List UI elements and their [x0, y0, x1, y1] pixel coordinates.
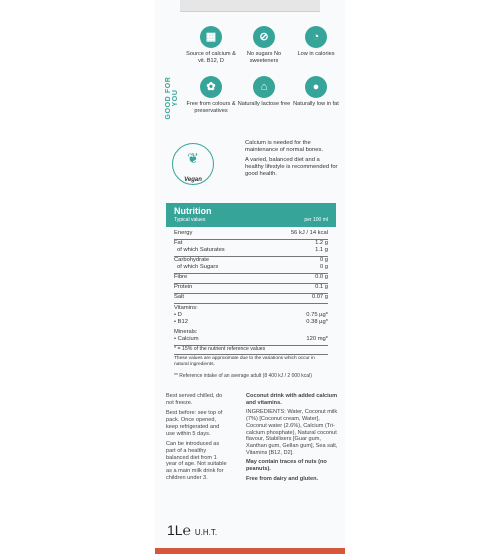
free-from-text: Free from dairy and gluten. [246, 475, 319, 482]
divider [174, 283, 328, 284]
nutrition-per-unit: per 100 ml [304, 217, 328, 223]
storage-text: Best served chilled, do not freeze. [166, 393, 223, 406]
row-label: Carbohydrate [174, 257, 210, 263]
carton-bottom-strip [155, 548, 345, 554]
estimated-sign: ℮ [182, 522, 191, 538]
row-value: 56 kJ / 14 kcal [290, 230, 328, 236]
row-label: Vitamins: [174, 305, 198, 311]
row-label: Fat [174, 240, 183, 246]
benefit-lactose-free-text: Naturally lactose free [237, 101, 291, 107]
carton-cap [180, 0, 320, 12]
calcium-claim-text: Calcium is needed for the maintenance of normal bones. [245, 140, 323, 153]
nutrition-subtitle: Typical values [174, 217, 206, 223]
row-value: 1.2 g [315, 240, 328, 246]
volume-label [167, 522, 217, 538]
no-colours-icon: ✿ [200, 76, 222, 98]
footnote-nrv: * = 15% of the nutrient reference values [174, 346, 266, 352]
benefit-low-calories-text: Low in calories [297, 51, 335, 57]
benefit-no-colours-text: Free from colours & preservatives [186, 101, 236, 114]
row-value: 120 mg* [306, 336, 328, 342]
row-label: • Calcium [174, 336, 199, 342]
vegan-badge [172, 143, 214, 185]
calcium-claim [245, 140, 340, 181]
benefit-calcium-text: Source of calcium & vit. B12, D [186, 51, 236, 64]
row-value: 0.38 µg* [306, 319, 328, 325]
row-label: • D [174, 312, 182, 318]
divider [174, 293, 328, 294]
benefit-lactose-free [236, 76, 292, 108]
nutrition-header [166, 203, 336, 227]
divider [174, 303, 328, 304]
row-label: of which Saturates [177, 247, 225, 253]
nutrition-title: Nutrition [174, 206, 212, 216]
row-label: Protein [174, 284, 193, 290]
row-label: Salt [174, 294, 184, 300]
footnote-approx: These values are approximate due to the variations which occur in natural ingredients. [174, 356, 315, 367]
benefit-low-fat [288, 76, 344, 108]
vegan-badge-label: Vegan [184, 177, 202, 183]
benefit-no-colours [183, 76, 239, 114]
row-label: Minerals: [174, 329, 198, 335]
lactose-free-icon: ⌂ [253, 76, 275, 98]
cube-icon: ▦ [200, 26, 222, 48]
allergen-nuts-text: May contain traces of nuts (no peanuts). [246, 459, 327, 473]
good-for-you-label: GOOD FOR YOU [165, 76, 179, 120]
divider [174, 273, 328, 274]
row-value: 1.1 g [315, 247, 328, 253]
volume-amount: 1L [167, 522, 183, 538]
row-label: • B12 [174, 319, 188, 325]
row-value: 0.0 g [315, 274, 328, 280]
storage-instructions [166, 393, 228, 485]
row-value: 0 g [319, 257, 328, 263]
product-description: Coconut drink with added calcium and vitamins. [246, 393, 338, 406]
row-value: 0.1 g [315, 284, 328, 290]
row-value: 0.07 g [311, 294, 328, 300]
leaf-icon: ❦ [187, 150, 199, 166]
reference-intake-note: ** Reference intake of an average adult (8 400 kJ / 2 000 kcal) [174, 373, 312, 379]
benefit-no-sugar [236, 26, 292, 64]
calories-icon: ◔ [305, 26, 327, 48]
row-label: Energy [174, 230, 193, 236]
row-label: Fibre [174, 274, 188, 280]
divider [174, 239, 328, 240]
benefit-calcium [183, 26, 239, 64]
ingredients-text: INGREDIENTS: Water, Coconut milk (7%) [Coconut cream, Water], Coconut water (2.6%), Calcium (Tri-calcium phosphate), Natural coconut flavour, Stabilisers [Guar gum, Xanthan gum, Gellan gum], Sea salt, Vitamins [B12, D2]. [246, 409, 338, 456]
benefit-low-fat-text: Naturally low in fat [293, 101, 339, 107]
healthy-diet-text: A varied, balanced diet and a healthy lifestyle is recommended for good health. [245, 156, 338, 177]
best-before-text: Best before: see top of pack. Once opened, keep refrigerated and use within 5 days. [166, 410, 223, 437]
low-fat-icon: ● [305, 76, 327, 98]
divider [174, 354, 328, 355]
no-sugar-icon: ⊘ [253, 26, 275, 48]
age-suitability-text: Can be introduced as part of a healthy balanced diet from 1 year of age. Not suitable as a main milk drink for children under 3. [166, 441, 227, 481]
benefit-no-sugar-text: No sugars No sweeteners [246, 51, 282, 64]
ingredients-block [246, 393, 338, 485]
benefit-low-calories [288, 26, 344, 58]
row-value: 0.75 µg* [306, 312, 328, 318]
uht-label: U.H.T. [194, 528, 218, 537]
row-value: 0 g [319, 264, 328, 270]
row-label: of which Sugars [177, 264, 219, 270]
